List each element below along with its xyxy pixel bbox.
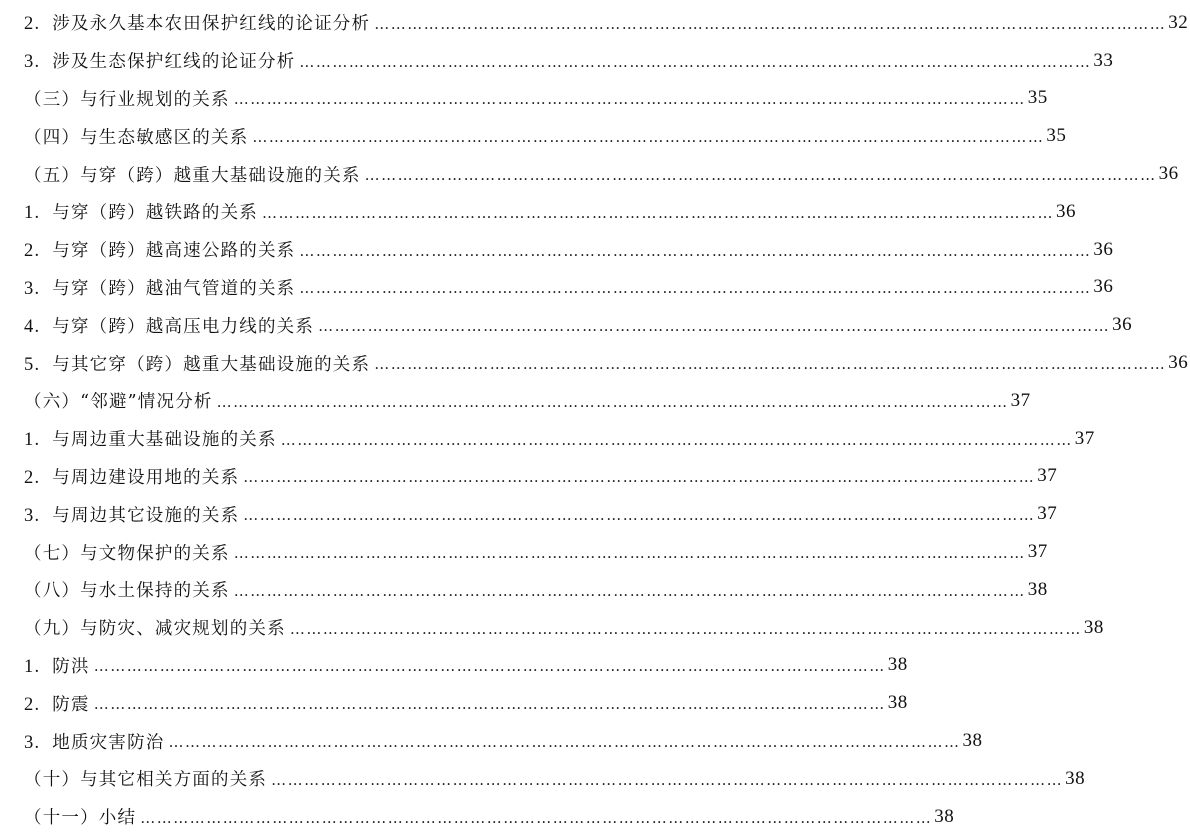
toc-leader-dots: ………………………………………………………………………………………………………………………………: [243, 506, 1036, 525]
toc-page-number: 35: [1027, 87, 1048, 109]
toc-entry[interactable]: [0, 420, 1095, 458]
toc-page-number: 38: [887, 654, 908, 676]
toc-entry-label: [24, 502, 241, 527]
toc-leader-dots: ………………………………………………………………………………………………………………………………: [299, 279, 1092, 298]
toc-entry-title: （七）与文物保护的关系: [24, 543, 230, 564]
toc-entry-number: 2.: [24, 14, 41, 35]
toc-entry[interactable]: [0, 306, 1133, 344]
toc-leader-dots: ………………………………………………………………………………………………………………………………: [140, 808, 933, 827]
toc-entry-label: [24, 464, 241, 489]
toc-entry-title: （八）与水土保持的关系: [24, 581, 230, 602]
toc-entry-number: 4.: [24, 316, 41, 337]
toc-leader-dots: ………………………………………………………………………………………………………………………………: [318, 317, 1111, 336]
toc-entry-label: [24, 10, 372, 35]
toc-page-number: 36: [1112, 314, 1133, 336]
toc-page-number: 36: [1093, 238, 1114, 260]
toc-entry-title: （十一）小结: [24, 808, 137, 829]
toc-entry-title: 地质灾害防治: [52, 732, 165, 753]
toc-entry[interactable]: [0, 533, 1048, 571]
toc-entry-title: 与穿（跨）越铁路的关系: [52, 203, 258, 224]
toc-leader-dots: ………………………………………………………………………………………………………………………………: [364, 166, 1157, 185]
toc-entry[interactable]: [0, 269, 1114, 307]
toc-entry-number: 1.: [24, 430, 41, 451]
toc-leader-dots: ………………………………………………………………………………………………………………………………: [261, 203, 1054, 222]
toc-entry[interactable]: [0, 231, 1114, 269]
toc-page-number: 36: [1158, 163, 1179, 185]
toc-entry[interactable]: [0, 117, 1067, 155]
toc-entry-number: 1.: [24, 656, 41, 677]
toc-leader-dots: ………………………………………………………………………………………………………………………………: [216, 392, 1009, 411]
toc-entry-label: [24, 653, 92, 678]
toc-entry-title: 与周边建设用地的关系: [52, 467, 240, 488]
toc-entry-number: 2.: [24, 694, 41, 715]
toc-entry-title: 涉及生态保护红线的论证分析: [52, 52, 296, 73]
toc-page-number: 38: [1065, 767, 1086, 789]
toc-page-number: 37: [1074, 427, 1095, 449]
toc-leader-dots: ………………………………………………………………………………………………………………………………: [280, 430, 1073, 449]
toc-page-number: 37: [1027, 541, 1048, 563]
toc-page-number: 32: [1168, 11, 1189, 33]
toc-leader-dots: ………………………………………………………………………………………………………………………………: [289, 619, 1082, 638]
toc-entry-number: 3.: [24, 278, 41, 299]
toc-leader-dots: ………………………………………………………………………………………………………………………………: [271, 770, 1064, 789]
toc-page-number: 38: [934, 805, 955, 827]
toc-entry[interactable]: [0, 495, 1058, 533]
toc-leader-dots: ………………………………………………………………………………………………………………………………: [93, 657, 886, 676]
toc-entry-title: 防震: [52, 694, 90, 715]
toc-page-number: 37: [1010, 389, 1031, 411]
toc-entry-title: （五）与穿（跨）越重大基础设施的关系: [24, 165, 361, 186]
toc-entry[interactable]: [0, 798, 955, 836]
toc-page-number: 33: [1093, 49, 1114, 71]
toc-entry-number: 3.: [24, 52, 41, 73]
toc-entry-number: 3.: [24, 732, 41, 753]
toc-leader-dots: ………………………………………………………………………………………………………………………………: [299, 52, 1092, 71]
table-of-contents: [0, 4, 1189, 836]
toc-leader-dots: ………………………………………………………………………………………………………………………………: [299, 241, 1092, 260]
toc-page-number: 37: [1037, 465, 1058, 487]
toc-entry-number: 3.: [24, 505, 41, 526]
toc-entry[interactable]: [0, 609, 1104, 647]
toc-entry-title: 与穿（跨）越油气管道的关系: [52, 278, 296, 299]
toc-page-number: 37: [1037, 503, 1058, 525]
toc-page-number: 35: [1046, 125, 1067, 147]
toc-entry-number: 2.: [24, 241, 41, 262]
toc-entry[interactable]: [0, 80, 1048, 118]
toc-leader-dots: ………………………………………………………………………………………………………………………………: [233, 544, 1026, 563]
toc-page-number: 38: [887, 692, 908, 714]
toc-entry[interactable]: [0, 684, 908, 722]
toc-entry-number: 2.: [24, 467, 41, 488]
toc-entry[interactable]: [0, 4, 1189, 42]
toc-entry-label: [24, 199, 260, 224]
toc-entry-title: （三）与行业规划的关系: [24, 89, 230, 110]
toc-entry[interactable]: [0, 42, 1114, 80]
toc-entry[interactable]: [0, 458, 1058, 496]
toc-entry-title: 与周边其它设施的关系: [52, 505, 240, 526]
toc-entry[interactable]: [0, 155, 1179, 193]
toc-entry-title: （九）与防灾、减灾规划的关系: [24, 619, 286, 640]
toc-page-number: 38: [1027, 578, 1048, 600]
toc-entry-title: （四）与生态敏感区的关系: [24, 127, 249, 148]
toc-page-number: 36: [1168, 352, 1189, 374]
toc-entry-label: [24, 313, 316, 338]
toc-leader-dots: ………………………………………………………………………………………………………………………………: [93, 695, 886, 714]
toc-entry[interactable]: [0, 722, 983, 760]
toc-leader-dots: ………………………………………………………………………………………………………………………………: [233, 581, 1026, 600]
toc-entry-title: （六）“邻避”情况分析: [24, 392, 213, 413]
toc-entry-title: 与穿（跨）越高速公路的关系: [52, 241, 296, 262]
toc-leader-dots: ………………………………………………………………………………………………………………………………: [168, 733, 961, 752]
toc-entry[interactable]: [0, 760, 1086, 798]
toc-entry-title: 与周边重大基础设施的关系: [52, 430, 277, 451]
toc-entry-number: 1.: [24, 203, 41, 224]
toc-page-number: 36: [1093, 276, 1114, 298]
toc-leader-dots: ………………………………………………………………………………………………………………………………: [252, 128, 1045, 147]
toc-leader-dots: ………………………………………………………………………………………………………………………………: [233, 90, 1026, 109]
toc-entry-title: 涉及永久基本农田保护红线的论证分析: [52, 14, 371, 35]
toc-entry-label: [24, 275, 297, 300]
toc-entry-title: （十）与其它相关方面的关系: [24, 770, 268, 791]
toc-entry-label: [24, 729, 166, 754]
toc-page-number: 38: [962, 730, 983, 752]
toc-entry-label: [24, 237, 297, 262]
toc-page-number: 38: [1083, 616, 1104, 638]
toc-leader-dots: ………………………………………………………………………………………………………………………………: [374, 355, 1167, 374]
toc-entry[interactable]: [0, 382, 1031, 420]
toc-leader-dots: ………………………………………………………………………………………………………………………………: [243, 468, 1036, 487]
toc-entry-title: 防洪: [52, 656, 90, 677]
toc-entry[interactable]: [0, 571, 1048, 609]
toc-entry-title: 与穿（跨）越高压电力线的关系: [52, 316, 315, 337]
toc-entry-label: [24, 426, 279, 451]
toc-entry-number: 5.: [24, 354, 41, 375]
toc-leader-dots: ………………………………………………………………………………………………………………………………: [374, 14, 1167, 33]
toc-entry[interactable]: [0, 193, 1076, 231]
toc-entry-label: [24, 351, 372, 376]
toc-entry[interactable]: [0, 344, 1189, 382]
toc-entry[interactable]: [0, 647, 908, 685]
toc-entry-title: 与其它穿（跨）越重大基础设施的关系: [52, 354, 371, 375]
toc-entry-label: [24, 691, 92, 716]
toc-page-number: 36: [1055, 200, 1076, 222]
toc-entry-label: [24, 48, 297, 73]
